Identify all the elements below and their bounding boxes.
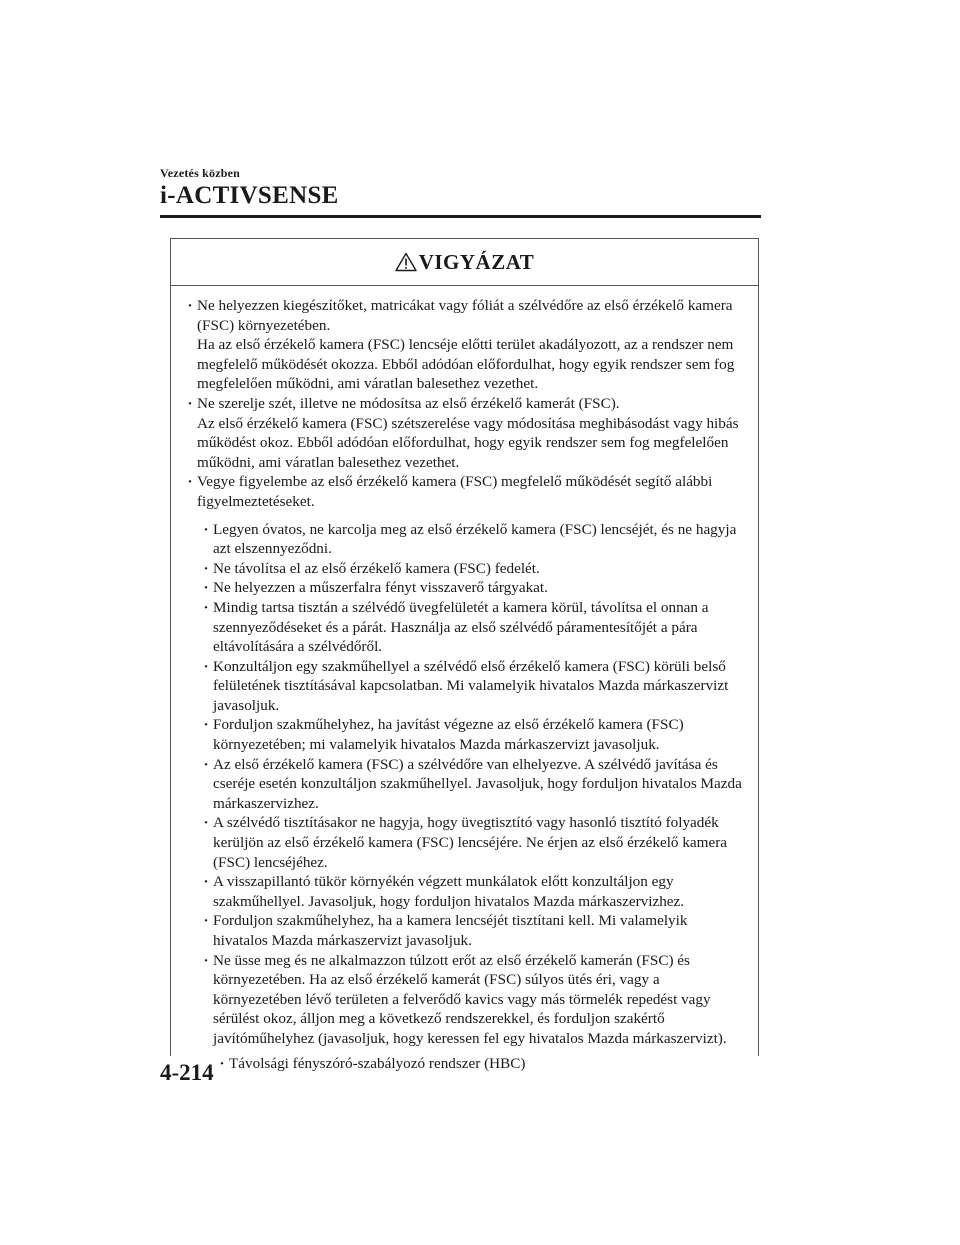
caution-title: VIGYÁZAT	[418, 249, 535, 274]
caution-subitem-text: Ne távolítsa el az első érzékelő kamera (FSC) fedelét.	[213, 559, 540, 577]
caution-list	[185, 296, 744, 512]
caution-subitem-text: Forduljon szakműhelyhez, ha a kamera lencséjét tisztítani kell. Mi valamelyik hivatalos Mazda márkaszervizt javasoljuk.	[213, 912, 688, 949]
caution-box	[170, 238, 759, 1072]
caution-subitem-text: A szélvédő tisztításakor ne hagyja, hogy üvegtisztító vagy hasonló tisztító folyadék kerüljön az első érzékelő kamera (FSC) lencséjére. Ne érjen az első érzékelő kamera (FSC) lencséjéhez.	[213, 814, 728, 871]
bullet-dot-icon: ·	[187, 394, 193, 412]
caution-subitem-text: A visszapillantó tükör környékén végzett munkálatok előtt konzultáljon egy szakműhellyel. Javasoljuk, hogy forduljon hivatalos Mazda márkaszervizhez.	[213, 873, 685, 910]
caution-subsubitem	[185, 1054, 744, 1074]
bullet-dot-icon: ·	[203, 579, 209, 597]
page-number: 4-214	[160, 1060, 214, 1085]
caution-item	[185, 296, 744, 394]
caution-header	[171, 239, 758, 286]
caution-subitem	[185, 911, 744, 950]
bullet-dot-icon: ·	[203, 873, 209, 891]
caution-item-text: Ne helyezzen kiegészítőket, matricákat vagy fóliát a szélvédőre az első érzékelő kamera (FSC) környezetében. Ha az első érzékelő kamera (FSC) lencséje előtti terület akadályozott, az a rendszer nem megfelelő működését okozza. Ebből adódóan előfordulhat, hogy egyik rendszer sem fog megfelelően működni, ami váratlan balesethez vezethet.	[197, 297, 735, 393]
chapter-title: i-ACTIVSENSE	[160, 182, 339, 209]
caution-subitem-text: Mindig tartsa tisztán a szélvédő üvegfelületét a kamera körül, távolítsa el onnan a szennyeződéseket és a párát. Használja az első szélvédő páramentesítőjét a pára eltávolítására a szélvédőről.	[213, 598, 709, 656]
caution-subitem-text: Ne helyezzen a műszerfalra fényt visszaverő tárgyakat.	[213, 579, 548, 597]
caution-subitem	[185, 872, 744, 911]
bullet-dot-icon: ·	[203, 755, 209, 773]
caution-item-text: Ne szerelje szét, illetve ne módosítsa az első érzékelő kamerát (FSC). Az első érzékelő kamera (FSC) szétszerelése vagy módosítása meghibásodást vagy hibás működést okoz. Ebből adódóan előfordulhat, hogy egyik rendszer sem fog megfelelően működni, ami váratlan balesethez vezethet.	[197, 394, 739, 471]
caution-item	[185, 394, 744, 472]
caution-subitem	[185, 578, 744, 598]
caution-item	[185, 472, 744, 511]
caution-subitem	[185, 951, 744, 1049]
bullet-dot-icon: ·	[187, 297, 193, 314]
bullet-dot-icon: ·	[187, 473, 193, 491]
caution-subitem-text: Legyen óvatos, ne karcolja meg az első érzékelő kamera (FSC) lencséjét, és ne hagyja azt elszennyeződni.	[213, 520, 737, 558]
caution-body	[171, 286, 758, 1073]
caution-item-text: Vegye figyelembe az első érzékelő kamera (FSC) megfelelő működését segítő alábbi figyelmeztetéseket.	[197, 473, 713, 510]
caution-sublist	[185, 520, 744, 1049]
bullet-dot-icon: ·	[203, 912, 209, 930]
bullet-dot-icon: ·	[203, 951, 209, 969]
caution-subitem	[185, 755, 744, 814]
caution-subitem	[185, 520, 744, 559]
bullet-dot-icon: ·	[203, 657, 209, 675]
bullet-dot-icon: ·	[203, 559, 209, 577]
caution-subitem-text: Ne üsse meg és ne alkalmazzon túlzott erőt az első érzékelő kamerán (FSC) és környezetében. Ha az első érzékelő kamerát (FSC) súlyos ütés éri, vagy a környezetében lévő területen a felverődő kavics vagy más törmelék repedést vagy sérülést okoz, álljon meg a következő rendszerekkel, és forduljon szakértő javítóműhelyhez (javasoljuk, hogy keressen fel egy hivatalos Mazda márkaszervizt).	[213, 951, 727, 1047]
caution-subitem-text: Forduljon szakműhelyhez, ha javítást végezne az első érzékelő kamera (FSC) környezetében; mi valamelyik hivatalos Mazda márkaszervizt javasoljuk.	[213, 716, 684, 754]
caution-subitem-text: Az első érzékelő kamera (FSC) a szélvédőre van elhelyezve. A szélvédő javítása és cseréje esetén konzultáljon szakműhellyel. Javasoljuk, hogy forduljon hivatalos Mazda márkaszervizhez.	[213, 755, 742, 812]
caution-subsublist	[185, 1054, 744, 1074]
caution-subitem	[185, 813, 744, 872]
bullet-dot-icon: ·	[219, 1054, 225, 1072]
caution-subitem-text: Konzultáljon egy szakműhellyel a szélvédő első érzékelő kamera (FSC) körüli belső felületének tisztításával kapcsolatban. Mi valamelyik hivatalos Mazda márkaszervizt javasoljuk.	[213, 657, 729, 714]
caution-subitem	[185, 559, 744, 579]
warning-triangle-icon	[395, 252, 417, 272]
bullet-dot-icon: ·	[203, 716, 209, 734]
caution-subitem	[185, 715, 744, 754]
section-label: Vezetés közben	[160, 166, 241, 180]
caution-subitem	[185, 598, 744, 657]
bullet-dot-icon: ·	[203, 598, 209, 616]
caution-subitem	[185, 657, 744, 716]
header-rule	[160, 215, 761, 218]
bullet-dot-icon: ·	[203, 814, 209, 832]
caution-subsubitem-text: Távolsági fényszóró-szabályozó rendszer (HBC)	[229, 1054, 526, 1072]
bullet-dot-icon: ·	[203, 520, 209, 538]
